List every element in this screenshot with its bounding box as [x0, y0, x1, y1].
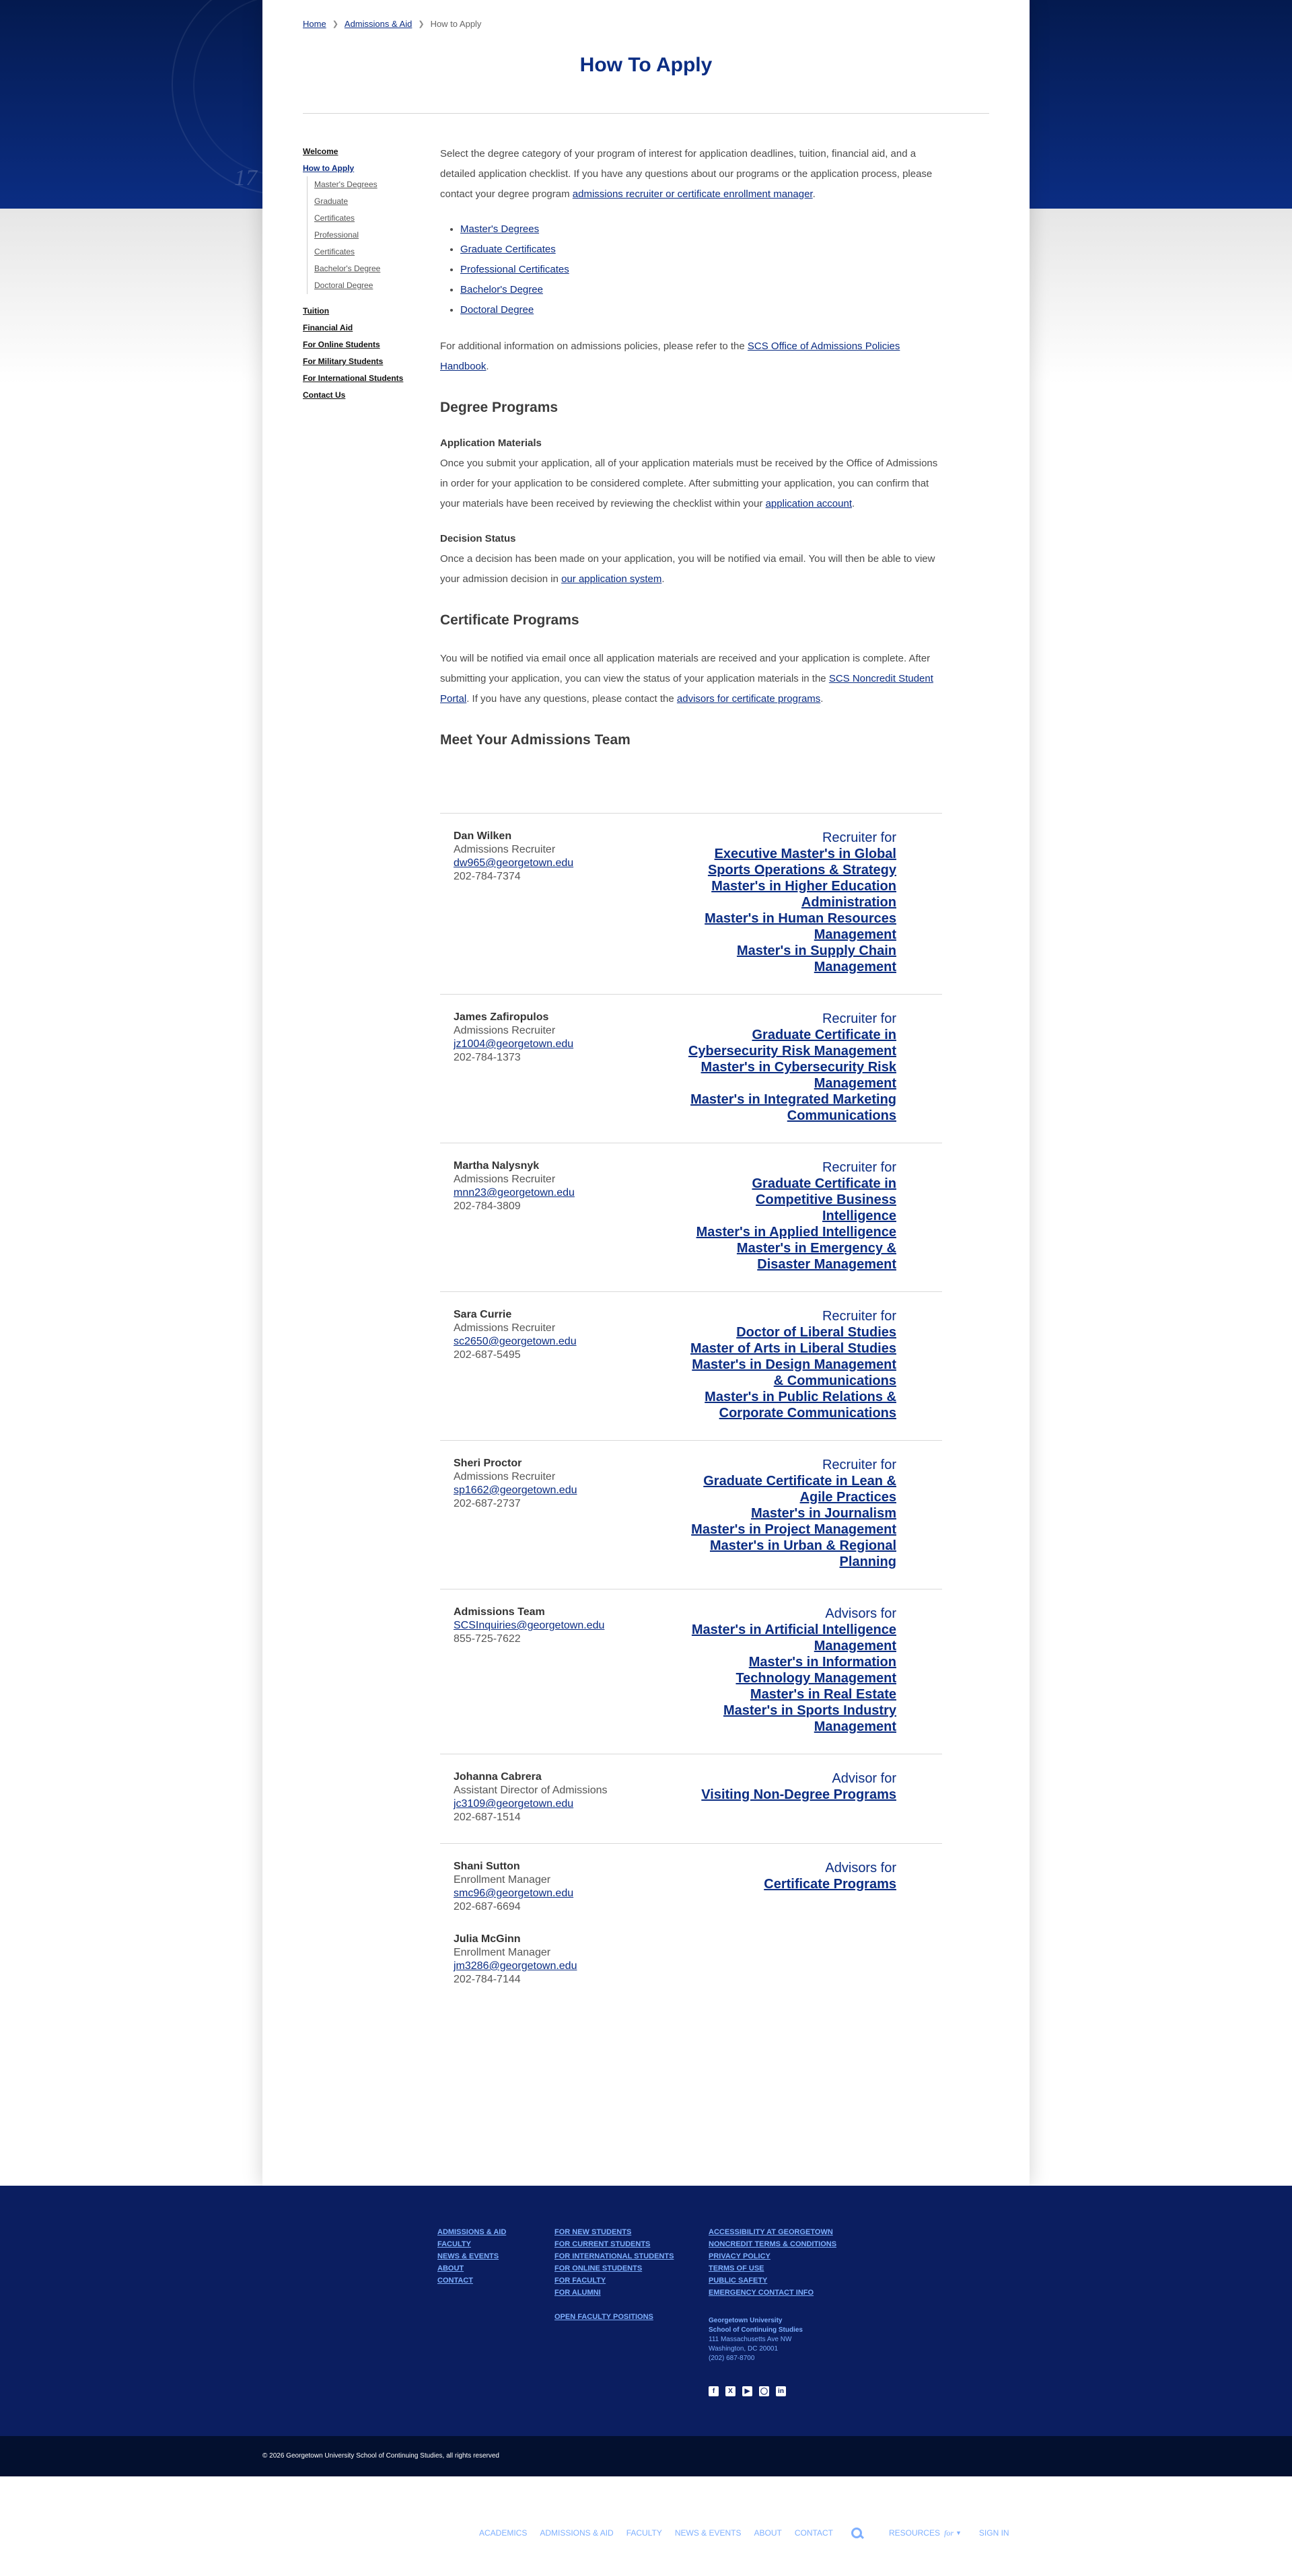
footer-audience-link[interactable]: FOR FACULTY	[554, 2277, 606, 2285]
contact-phone: 202-687-6694	[454, 1901, 521, 1912]
program-link[interactable]: Master's in Design Management & Communications	[692, 1357, 896, 1388]
degree-category-list	[460, 219, 938, 320]
contact-email-link[interactable]: mnn23@georgetown.edu	[454, 1187, 575, 1198]
program-link[interactable]: Graduate Certificate in Cybersecurity Risk Management	[688, 1028, 896, 1059]
contact-email-link[interactable]: jc3109@georgetown.edu	[454, 1798, 574, 1810]
footer-spacer	[554, 2299, 674, 2311]
contact-email-link[interactable]: smc96@georgetown.edu	[454, 1888, 574, 1899]
footer-audience-link[interactable]: FOR NEW STUDENTS	[554, 2228, 632, 2236]
list-item	[460, 300, 938, 320]
list-item	[460, 240, 938, 260]
search-icon[interactable]	[850, 2526, 863, 2540]
contact-email-link[interactable]: dw965@georgetown.edu	[454, 857, 574, 869]
copyright-bar	[0, 2436, 1292, 2476]
copyright-text: © 2026 Georgetown University School of Continuing Studies, all rights reserved	[262, 2452, 499, 2460]
programs-for-label: Recruiter for	[822, 1309, 896, 1324]
noncredit-portal-link[interactable]: SCS Noncredit Student Portal	[440, 673, 933, 705]
sidebar-subitem-graduate[interactable]: Graduate	[314, 196, 349, 206]
breadcrumb	[303, 19, 481, 29]
team-card	[440, 813, 942, 994]
contact-name: Johanna Cabrera	[454, 1771, 542, 1783]
team-card-contacts	[454, 830, 655, 975]
resources-for-label: for	[943, 2528, 954, 2538]
footer-audience-link[interactable]: FOR INTERNATIONAL STUDENTS	[554, 2252, 674, 2260]
decision-status-paragraph: Once a decision has been made on your application, you will be notified via email. You will then be able to view your admission decision in our application system.	[440, 553, 935, 585]
page-title: How To Apply	[579, 54, 713, 76]
program-link[interactable]: Master's in Public Relations & Corporate Communications	[705, 1390, 896, 1421]
contact-role: Admissions Recruiter	[454, 844, 556, 855]
programs-for-label: Recruiter for	[822, 1011, 896, 1026]
list-item	[460, 280, 938, 300]
category-link-masters[interactable]: Master's Degrees	[460, 223, 540, 235]
sidebar-item-welcome[interactable]: Welcome	[303, 147, 338, 156]
contact-name: Sara Currie	[454, 1309, 512, 1320]
team-card-programs	[681, 1457, 896, 1570]
team-card-contacts	[454, 1770, 655, 1824]
intro-paragraph: Select the degree category of your program of interest for application deadlines, tuition, financial aid, and a detailed application checklist. If you have any questions about our programs or the application process, please contact your degree program admissions recruiter or certificate enrollment manager.	[440, 148, 933, 200]
sidebar-item-military[interactable]: For Military Students	[303, 357, 384, 366]
team-card-programs	[681, 1770, 896, 1824]
sidebar-subitem-bachelors[interactable]: Bachelor's Degree	[314, 264, 381, 273]
certificate-programs-paragraph: You will be notified via email once all application materials are received and your application is complete. After submitting your application, you can view the status of your application materials in the SCS Noncredit Student Portal. If you have any questions, please contact the advisors for certificate programs.	[440, 653, 933, 705]
program-link[interactable]: Master's in Information Technology Management	[735, 1655, 896, 1686]
admissions-team-list	[440, 813, 942, 2005]
application-materials-paragraph: Once you submit your application, all of your application materials must be received by the Office of Admissions in order for your application to be considered complete. After submitting your application, you can confirm that your materials have been received by reviewing the checklist within your application account.	[440, 458, 938, 509]
program-link[interactable]: Executive Master's in Global Sports Operations & Strategy	[707, 847, 896, 878]
contact-person	[454, 1011, 655, 1065]
contact-phone: 855-725-7622	[454, 1633, 521, 1645]
chevron-right-icon: ❯	[418, 20, 425, 28]
breadcrumb-admissions[interactable]: Admissions & Aid	[344, 19, 412, 29]
site-footer	[0, 2186, 1292, 2436]
team-card-programs	[681, 1011, 896, 1124]
social-links	[709, 2386, 836, 2396]
programs-for-label: Recruiter for	[822, 830, 896, 845]
policies-paragraph: For additional information on admissions policies, please refer to the SCS Office of Admissions Policies Handbook.	[440, 341, 900, 372]
nav-about[interactable]: ABOUT	[754, 2528, 782, 2538]
program-link[interactable]: Master's in Urban & Regional Planning	[709, 1538, 896, 1569]
title-divider	[303, 113, 989, 114]
contact-person	[454, 1159, 655, 1213]
program-link[interactable]: Graduate Certificate in Lean & Agile Practices	[703, 1474, 896, 1505]
category-link-graduate-certificates[interactable]: Graduate Certificates	[460, 244, 556, 255]
application-account-link[interactable]: application account	[765, 498, 853, 509]
team-card-contacts	[454, 1308, 655, 1421]
contact-person	[454, 1933, 655, 1987]
programs-for-label: Advisor for	[832, 1771, 896, 1786]
team-card	[440, 1291, 942, 1440]
team-card-contacts	[454, 1860, 655, 1987]
team-card	[440, 1843, 942, 2005]
footer-policy-link[interactable]: EMERGENCY CONTACT INFO	[709, 2289, 814, 2297]
footer-primary-link[interactable]: NEWS & EVENTS	[437, 2252, 499, 2260]
list-item	[460, 219, 938, 240]
program-link[interactable]: Graduate Certificate in Competitive Business Intelligence	[752, 1176, 896, 1223]
program-link[interactable]: Master's in Sports Industry Management	[723, 1703, 896, 1734]
certificate-advisors-link[interactable]: advisors for certificate programs	[676, 693, 821, 705]
sidebar-item-international[interactable]: For International Students	[303, 373, 404, 383]
nav-academics[interactable]: ACADEMICS	[479, 2528, 528, 2538]
contact-phone: 202-784-7144	[454, 1974, 521, 1985]
footer-policy-link[interactable]: NONCREDIT TERMS & CONDITIONS	[709, 2240, 837, 2248]
contact-phone: 202-784-7374	[454, 871, 521, 882]
sidebar-item-how-to-apply[interactable]: How to Apply	[303, 164, 355, 173]
certificate-programs-heading: Certificate Programs	[440, 612, 579, 628]
footer-audience-link[interactable]: FOR CURRENT STUDENTS	[554, 2240, 651, 2248]
contact-role: Enrollment Manager	[454, 1947, 551, 1958]
contact-email-link[interactable]: sc2650@georgetown.edu	[454, 1336, 577, 1347]
program-link[interactable]: Master's in Integrated Marketing Communications	[690, 1092, 896, 1123]
team-card-programs	[681, 830, 896, 975]
facebook-icon[interactable]: f	[709, 2386, 719, 2396]
nav-news-events[interactable]: NEWS & EVENTS	[674, 2528, 742, 2538]
contact-person	[454, 1457, 655, 1511]
contact-role: Assistant Director of Admissions	[454, 1785, 608, 1796]
programs-for-label: Advisors for	[825, 1861, 896, 1875]
footer-policy-link[interactable]: PUBLIC SAFETY	[709, 2277, 768, 2285]
team-card-contacts	[454, 1159, 655, 1273]
breadcrumb-home[interactable]: Home	[303, 19, 326, 29]
footer-policy-link[interactable]: TERMS OF USE	[709, 2264, 764, 2273]
decision-status-heading: Decision Status	[440, 533, 516, 544]
programs-for-label: Recruiter for	[822, 1160, 896, 1175]
team-card	[440, 1589, 942, 1754]
program-link[interactable]: Visiting Non-Degree Programs	[701, 1787, 896, 1802]
team-card	[440, 1143, 942, 1291]
degree-programs-heading: Degree Programs	[440, 400, 559, 415]
contact-email-link[interactable]: jz1004@georgetown.edu	[454, 1038, 574, 1050]
footer-primary-link[interactable]: ABOUT	[437, 2264, 464, 2273]
team-card-contacts	[454, 1011, 655, 1124]
footer-column-primary	[437, 2226, 506, 2287]
contact-name: Julia McGinn	[454, 1933, 521, 1945]
contact-role: Admissions Recruiter	[454, 1025, 556, 1036]
footer-audience-link[interactable]: FOR ALUMNI	[554, 2289, 601, 2297]
program-link[interactable]: Certificate Programs	[764, 1877, 896, 1892]
sidebar-subitem-professional-certificates[interactable]: Certificates	[314, 247, 355, 256]
contact-phone: 202-687-5495	[454, 1349, 521, 1361]
sidebar-item-contact[interactable]: Contact Us	[303, 390, 346, 400]
footer-primary-link[interactable]: FACULTY	[437, 2240, 471, 2248]
contact-role: Admissions Recruiter	[454, 1471, 556, 1482]
footer-column-policies	[709, 2226, 836, 2396]
sign-in-link[interactable]: SIGN IN	[978, 2528, 1009, 2538]
footer-primary-link[interactable]: CONTACT	[437, 2277, 473, 2285]
contact-person	[454, 1860, 655, 1914]
program-link[interactable]: Master's in Human Resources Management	[705, 911, 896, 942]
contact-role: Admissions Recruiter	[454, 1174, 556, 1185]
policies-handbook-link[interactable]: SCS Office of Admissions Policies Handbook	[440, 341, 900, 372]
chevron-down-icon[interactable]: ▼	[956, 2530, 962, 2536]
contact-person	[454, 1606, 655, 1646]
footer-policy-link[interactable]: ACCESSIBILITY AT GEORGETOWN	[709, 2228, 833, 2236]
sidebar-item-tuition[interactable]: Tuition	[303, 306, 330, 316]
resources-menu[interactable]: RESOURCES	[888, 2528, 940, 2538]
sidebar-item-financial-aid[interactable]: Financial Aid	[303, 323, 353, 332]
program-link[interactable]: Master of Arts in Liberal Studies	[690, 1341, 896, 1356]
program-link[interactable]: Doctor of Liberal Studies	[736, 1325, 896, 1340]
team-card	[440, 1754, 942, 1843]
team-card-programs	[681, 1308, 896, 1421]
contact-person	[454, 1770, 655, 1824]
team-card-contacts	[454, 1606, 655, 1735]
main-content	[440, 144, 938, 768]
sidebar-subitem-graduate-certificates[interactable]: Certificates	[314, 213, 355, 223]
footer-address: Georgetown University School of Continuing Studies 111 Massachusetts Ave NW Washington, DC 20001 (202) 687-8700	[709, 2317, 803, 2362]
content-sheet	[262, 0, 1030, 2186]
contact-email-link[interactable]: sp1662@georgetown.edu	[454, 1484, 577, 1496]
contact-role: Enrollment Manager	[454, 1874, 551, 1886]
list-item	[460, 260, 938, 280]
sidebar-nav	[303, 147, 417, 407]
team-card	[440, 1440, 942, 1589]
category-link-doctoral[interactable]: Doctoral Degree	[460, 304, 534, 316]
program-link[interactable]: Master's in Emergency & Disaster Management	[736, 1241, 896, 1272]
team-card-contacts	[454, 1457, 655, 1570]
team-card	[440, 994, 942, 1143]
footer-column-audiences	[554, 2226, 674, 2323]
nav-admissions[interactable]: ADMISSIONS & AID	[540, 2528, 614, 2538]
program-link[interactable]: Master's in Real Estate	[750, 1687, 896, 1702]
program-link[interactable]: Master's in Applied Intelligence	[696, 1225, 896, 1240]
program-link[interactable]: Master's in Artificial Intelligence Management	[691, 1622, 896, 1653]
contact-name: Martha Nalysnyk	[454, 1160, 540, 1172]
sidebar-item-online[interactable]: For Online Students	[303, 340, 380, 349]
program-link[interactable]: Master's in Journalism	[751, 1506, 896, 1521]
contact-name: Sheri Proctor	[454, 1458, 522, 1469]
program-link[interactable]: Master's in Project Management	[691, 1522, 896, 1537]
nav-contact[interactable]: CONTACT	[794, 2528, 833, 2538]
contact-name: Shani Sutton	[454, 1861, 520, 1872]
application-system-link[interactable]: our application system	[561, 573, 662, 585]
category-link-professional-certificates[interactable]: Professional Certificates	[460, 264, 569, 275]
contact-email-link[interactable]: jm3286@georgetown.edu	[454, 1960, 577, 1972]
contact-phone: 202-784-3809	[454, 1201, 521, 1212]
contact-name: Dan Wilken	[454, 830, 512, 842]
youtube-icon[interactable]: ▶	[742, 2386, 752, 2396]
application-materials-heading: Application Materials	[440, 437, 542, 449]
contact-name: Admissions Team	[454, 1606, 545, 1618]
footer-primary-link[interactable]: ADMISSIONS & AID	[437, 2228, 507, 2236]
x-icon[interactable]: X	[725, 2386, 735, 2396]
contact-person	[454, 830, 655, 884]
programs-for-label: Recruiter for	[822, 1458, 896, 1472]
contact-name: James Zafiropulos	[454, 1011, 549, 1023]
recruiter-link[interactable]: admissions recruiter or certificate enrollment manager	[572, 188, 813, 200]
team-card-programs	[681, 1606, 896, 1735]
breadcrumb-current: How to Apply	[430, 19, 482, 29]
contact-phone: 202-784-1373	[454, 1052, 521, 1063]
footer-policy-link[interactable]: PRIVACY POLICY	[709, 2252, 770, 2260]
sidebar-subitem-masters[interactable]: Master's Degrees	[314, 180, 378, 189]
team-card-programs	[681, 1159, 896, 1273]
chevron-right-icon: ❯	[332, 20, 338, 28]
contact-person	[454, 1308, 655, 1362]
bottom-nav	[479, 2526, 1009, 2540]
sidebar-subitem-doctoral[interactable]: Doctoral Degree	[314, 281, 373, 290]
sidebar-subitem-professional[interactable]: Professional	[314, 230, 359, 240]
contact-role: Admissions Recruiter	[454, 1322, 556, 1334]
seal-year: 17	[234, 166, 257, 190]
admissions-team-heading: Meet Your Admissions Team	[440, 732, 631, 748]
category-link-bachelors[interactable]: Bachelor's Degree	[460, 284, 543, 295]
linkedin-icon[interactable]: in	[776, 2386, 786, 2396]
program-link[interactable]: Master's in Cybersecurity Risk Management	[701, 1060, 896, 1091]
contact-phone: 202-687-1514	[454, 1812, 521, 1823]
program-link[interactable]: Master's in Supply Chain Management	[736, 943, 896, 974]
instagram-icon[interactable]: ◯	[760, 2388, 768, 2395]
footer-audience-link[interactable]: FOR ONLINE STUDENTS	[554, 2264, 643, 2273]
team-card-programs	[681, 1860, 896, 1987]
program-link[interactable]: Master's in Higher Education Administration	[711, 879, 896, 910]
sidebar-subitems	[307, 176, 417, 294]
footer-faculty-positions-link[interactable]: OPEN FACULTY POSITIONS	[554, 2313, 653, 2321]
contact-email-link[interactable]: SCSInquiries@georgetown.edu	[454, 1620, 605, 1631]
programs-for-label: Advisors for	[825, 1606, 896, 1621]
nav-faculty[interactable]: FACULTY	[626, 2528, 662, 2538]
contact-phone: 202-687-2737	[454, 1498, 521, 1509]
